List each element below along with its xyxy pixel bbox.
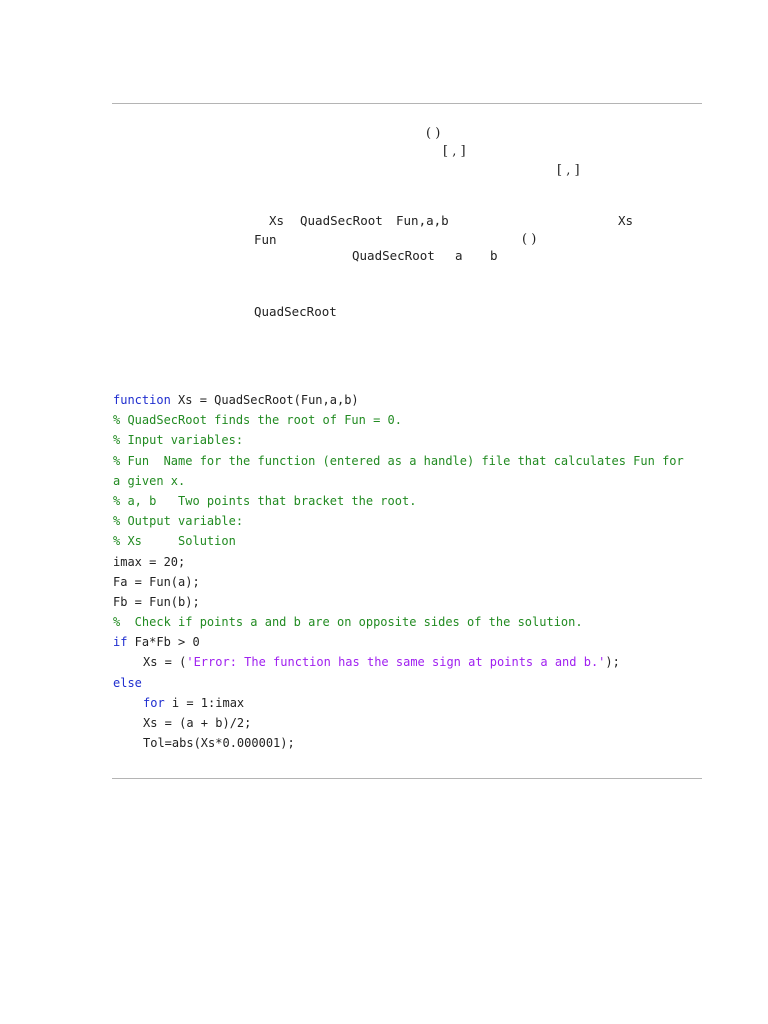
code-text: i = 1:imax (164, 695, 245, 710)
prose-fragment: Xs (618, 213, 634, 228)
code-keyword: for (143, 695, 165, 710)
code-keyword: if (113, 635, 128, 650)
prose-fragment: ( ) (426, 126, 441, 141)
code-line (113, 632, 703, 652)
top-rule (112, 103, 702, 104)
code-keyword: function (113, 393, 171, 407)
code-comment: % Xs Solution (113, 534, 236, 549)
code-line: Tol=abs(Xs*0.000001); (143, 736, 295, 751)
code-keyword: else (113, 675, 142, 690)
prose-fragment: ( ) (522, 232, 537, 247)
prose-fragment: QuadSecRoot (352, 248, 435, 263)
code-text: Xs = ( (143, 655, 187, 670)
code-line: imax = 20; (113, 554, 186, 569)
code-listing (113, 390, 703, 753)
code-string: 'Error: The function has the same sign at points a and b.' (186, 655, 606, 670)
code-line (113, 390, 703, 410)
code-line (113, 652, 703, 672)
code-line: Xs = (a + b)/2; (143, 716, 252, 730)
prose-fragment: Fun,a,b (396, 213, 449, 228)
code-line (113, 693, 703, 713)
code-line: Fb = Fun(b); (113, 594, 200, 609)
prose-fragment: [ , ] (443, 144, 466, 159)
prose-fragment: Fun (254, 232, 277, 247)
code-comment: % Input variables: (113, 433, 244, 448)
prose-fragment: QuadSecRoot (300, 213, 383, 228)
code-comment: % Output variable: (113, 514, 244, 529)
code-text: ); (605, 655, 620, 670)
code-text: Fa*Fb > 0 (127, 635, 200, 650)
prose-fragment: Xs (269, 213, 285, 228)
code-text: Xs = QuadSecRoot(Fun,a,b) (170, 393, 359, 407)
code-comment: % QuadSecRoot finds the root of Fun = 0. (113, 413, 402, 428)
code-line: Fa = Fun(a); (113, 574, 200, 589)
prose-fragment: QuadSecRoot (254, 304, 337, 319)
code-comment: % Check if points a and b are on opposite sides of the solution. (113, 615, 583, 630)
prose-fragment: b (490, 248, 498, 263)
code-comment: a given x. (113, 473, 186, 488)
bottom-rule (112, 778, 702, 779)
code-comment: % a, b Two points that bracket the root. (113, 493, 417, 508)
code-comment: % Fun Name for the function (entered as a handle) file that calculates Fun for (113, 453, 684, 468)
prose-fragment: a (455, 248, 463, 263)
prose-fragment: [ , ] (557, 163, 580, 178)
